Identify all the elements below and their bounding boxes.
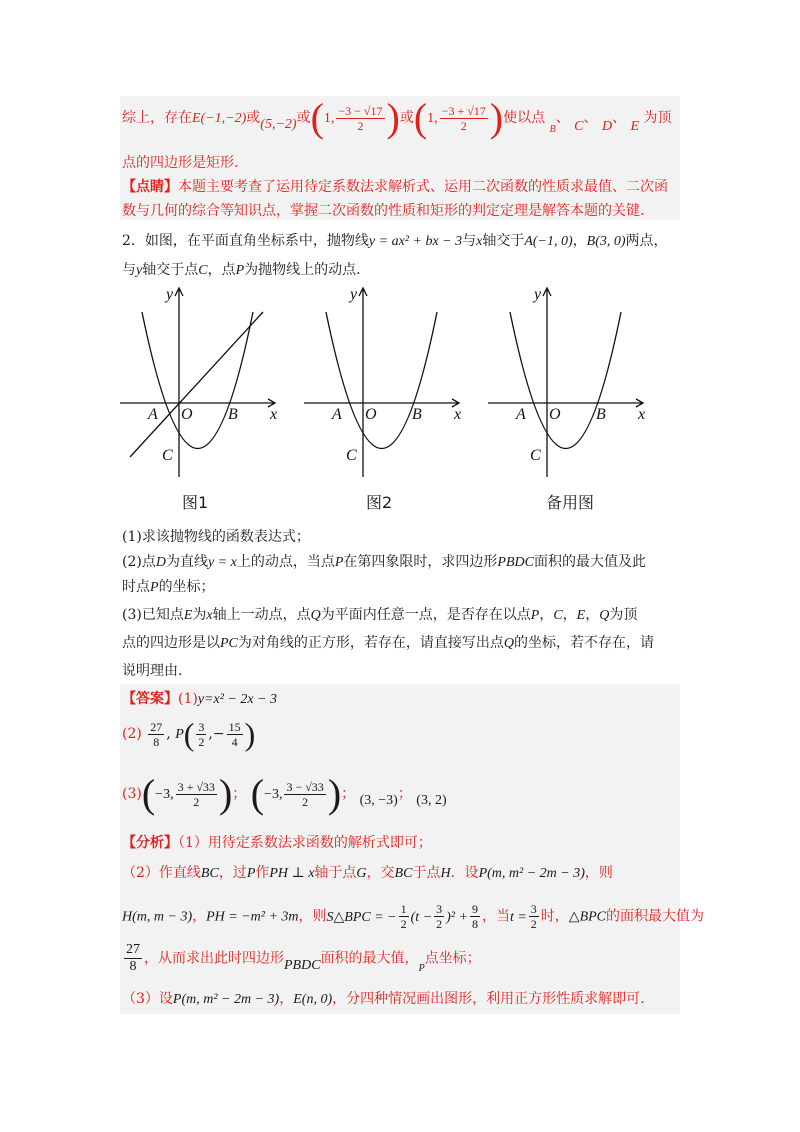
or-word: 或 [246, 110, 261, 126]
parabola-curve [326, 312, 437, 449]
parabola-curve [510, 312, 621, 449]
answer-2-max-area: $\frac{27}{8}$ [150, 719, 163, 749]
question-3-line-3: 说明理由. [122, 663, 183, 679]
vertex-b: B [549, 124, 556, 135]
answer-3-q3: (3, −3) [359, 793, 398, 808]
line-equation: y = x [207, 555, 237, 570]
summary-line-1: 综上，存在E(−1,−2)或(5,−2)或(1, $\frac{-3 - √17}{2}$ )或(1, $\frac{-3 + √17}{2}$ )使以点 $_B$、 C、 D、 E 为顶 [122, 95, 672, 140]
problem-number: 2． [122, 233, 145, 249]
point-e-4-fraction: $\frac{-3 + √17}{2}$ [441, 103, 486, 133]
question-2-line-2: 时点P的坐标； [122, 579, 215, 595]
label-x: x [638, 406, 646, 423]
dianjing-text-1: 本题主要考查了运用待定系数法求解析式、运用二次函数的性质求最值、二次函 [178, 179, 668, 195]
label-c: C [346, 447, 357, 464]
summary-prefix: 综上，存在 [122, 110, 192, 126]
point-a: A(−1, 0) [524, 234, 573, 249]
point-e-3-x: 1, [323, 111, 335, 126]
answer-line-2: (2) $\frac{27}{8}$ , P( $\frac{3}{2}$ ,− $\frac{15}{4}$ ) [122, 716, 256, 752]
label-b: B [412, 406, 422, 423]
point-e-3-fraction: $\frac{-3 - √17}{2}$ [338, 103, 383, 133]
line-y-equals-x [130, 312, 263, 457]
label-c: C [162, 447, 173, 464]
figure-spare [486, 285, 656, 485]
point-e-2: (5,−2) [260, 117, 297, 132]
label-y: y [534, 286, 542, 303]
label-x: x [454, 406, 462, 423]
dianjing-line-2: 数与几何的综合等知识点，掌握二次函数的性质和矩形的判定定理是解答本题的关键. [122, 203, 645, 219]
point-e-4-x: 1, [427, 111, 438, 126]
caption-figure-spare: 备用图 [546, 493, 595, 512]
answer-line-1: 【答案】(1)y=x² − 2x − 3 [122, 691, 278, 707]
question-3-line-1: (3)已知点E为x轴上一动点，点Q为平面内任意一点，是否存在以点P，C，E，Q为顶 [122, 607, 638, 623]
point-b: B(3, 0) [586, 234, 626, 249]
or-word: 或 [399, 110, 414, 126]
parabola-curve [142, 312, 253, 449]
analysis-label: 【分析】 [122, 835, 178, 851]
analysis-line-5: （3）设P(m, m² − 2m − 3)，E(n, 0)，分四种情况画出图形，利用正方形性质求解即可. [122, 991, 645, 1007]
label-o: O [365, 406, 377, 423]
label-c: C [530, 447, 541, 464]
answer-label: 【答案】 [122, 691, 178, 707]
answer-line-3: (3)(−3, $\frac{3 + √33}{2}$ )； (−3, $\frac{3 - √33}{2}$ )； (3, −3)； (3, 2) [122, 771, 447, 816]
analysis-line-1: 【分析】（1）用待定系数法求函数的解析式即可； [122, 835, 432, 851]
summary-line-2: 点的四边形是矩形. [122, 155, 239, 171]
label-y: y [166, 286, 174, 303]
question-3-line-2: 点的四边形是以PC为对角线的正方形，若存在，请直接写出点Q的坐标，若不存在，请 [122, 635, 655, 651]
problem-line-2: 与y轴交于点C，点P为抛物线上的动点. [122, 262, 361, 278]
label-a: A [516, 406, 526, 423]
label-a: A [332, 406, 342, 423]
question-1: (1)求该抛物线的函数表达式； [122, 529, 310, 545]
answer-3-q2: $\frac{3 - √33}{2}$ [286, 779, 324, 809]
label-b: B [228, 406, 238, 423]
label-x: x [270, 406, 278, 423]
label-o: O [181, 406, 193, 423]
answer-3-q4: (3, 2) [416, 793, 447, 808]
summary-tail: 使以点 [503, 110, 546, 126]
vertex-c: C [574, 119, 584, 134]
question-2-line-1: (2)点D为直线y = x上的动点，当点P在第四象限时，求四边形PBDC面积的最大值及此 [122, 554, 646, 570]
dianjing-label: 【点睛】 [122, 179, 178, 195]
label-a: A [148, 406, 158, 423]
vertex-e: E [630, 119, 640, 134]
point-e-1: E(−1,−2) [192, 111, 247, 126]
problem-line-1: 2．如图，在平面直角坐标系中，抛物线y = ax² + bx − 3与x轴交于A(−1, 0)，B(3, 0)两点， [122, 233, 668, 249]
analysis-line-4: $\frac{27}{8}$ ，从而求出此时四边形PBDC面积的最大值，$_P$点坐标； [126, 942, 481, 974]
analysis-line-2: （2）作直线BC，过P作PH ⊥ x轴于点G，交BC于点H．设P(m, m² − 2m − 3)，则 [122, 865, 613, 881]
label-o: O [549, 406, 561, 423]
label-y: y [350, 286, 358, 303]
parabola-equation: y = ax² + bx − 3 [368, 234, 463, 249]
figure-1 [118, 285, 288, 485]
summary-tail-2: 为顶 [643, 110, 672, 126]
vertex-d: D [601, 119, 613, 134]
label-b: B [596, 406, 606, 423]
answer-3-q1: $\frac{3 + √33}{2}$ [177, 779, 215, 809]
or-word: 或 [296, 110, 311, 126]
caption-figure-1: 图1 [182, 493, 209, 512]
dianjing-line-1 [122, 176, 668, 196]
figure-2 [302, 285, 472, 485]
caption-figure-2: 图2 [366, 493, 393, 512]
analysis-line-3: H(m, m − 3)，PH = −m² + 3m，则S△BPC = − $\frac{1}{2}$ (t − $\frac{3}{2}$ )² + $\frac{9}{8}$ ，当t = $\frac{3}{2}$ 时，△BPC的面积最大值为 [122, 902, 705, 931]
answer-1-expression: y=x² − 2x − 3 [197, 692, 278, 707]
